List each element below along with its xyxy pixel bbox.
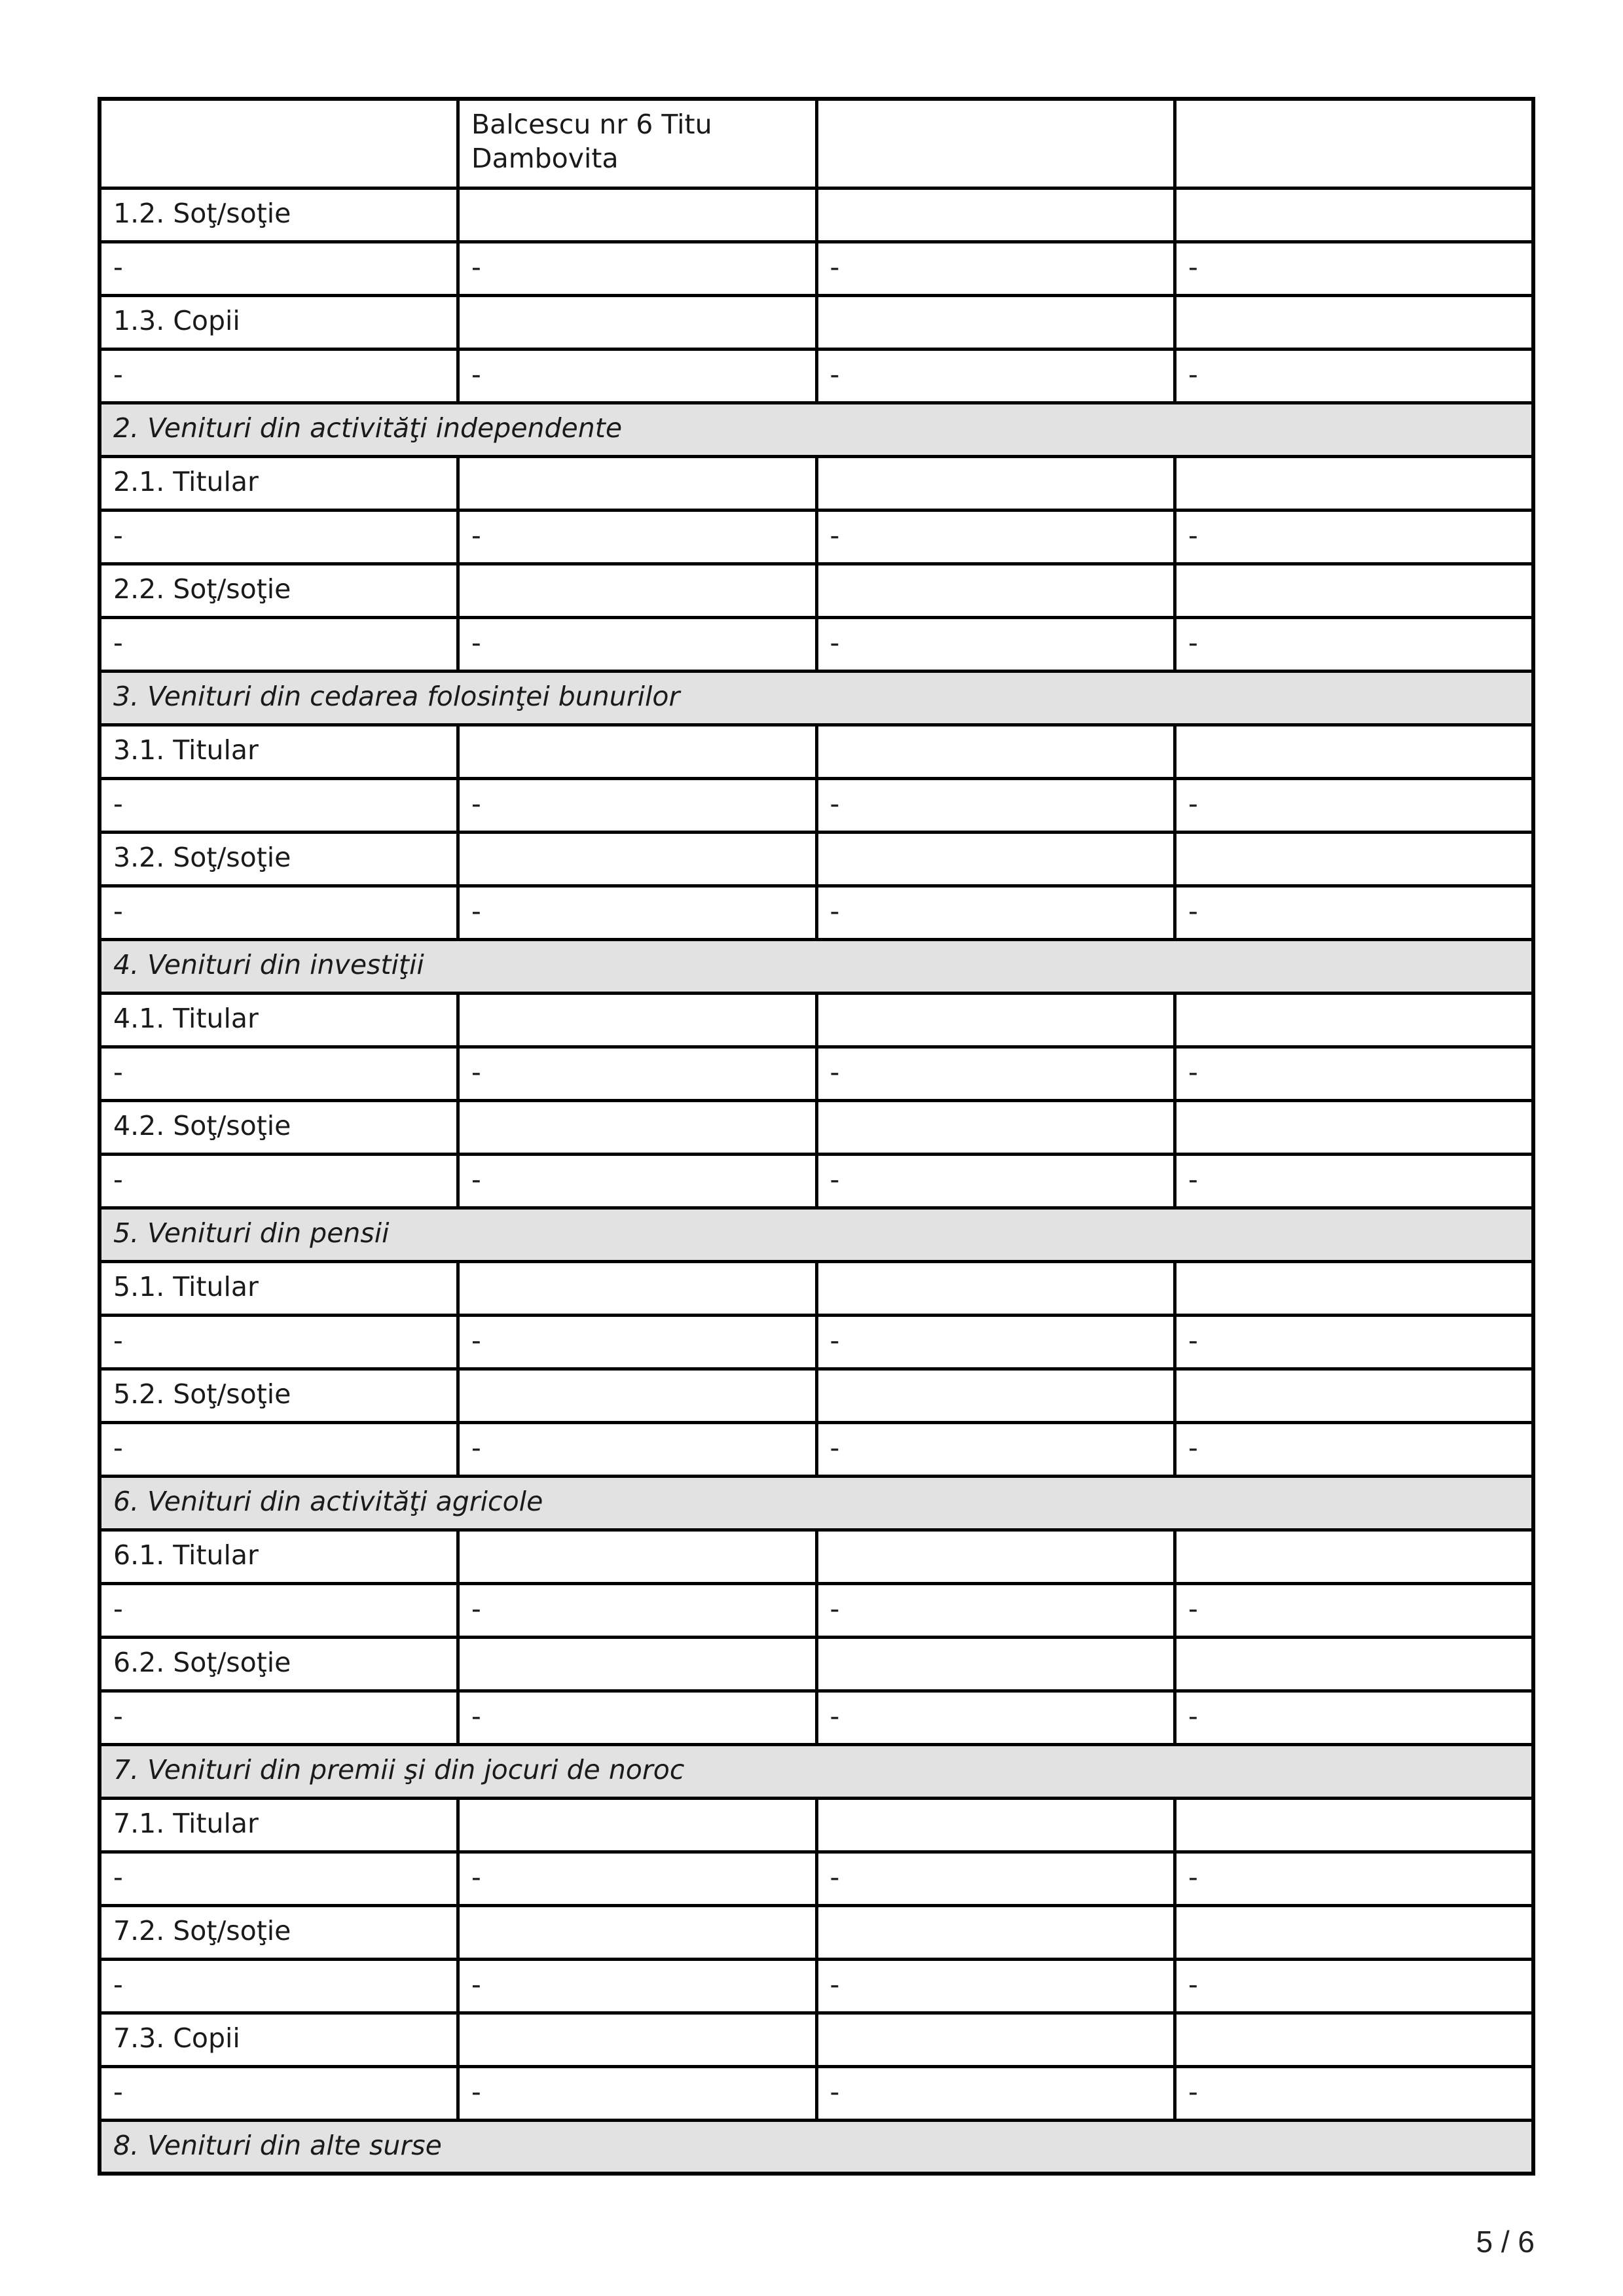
table-cell: -	[100, 242, 458, 295]
category-label-row	[100, 1261, 1533, 1315]
table-cell: -	[100, 617, 458, 671]
table-cell: -	[458, 242, 817, 295]
table-cell: -	[100, 1315, 458, 1369]
empty-cell	[458, 1369, 817, 1422]
table-cell: -	[816, 1422, 1175, 1476]
empty-cell	[1175, 564, 1534, 617]
empty-cell	[1175, 1100, 1534, 1154]
table-row	[100, 1154, 1533, 1208]
table-row	[100, 778, 1533, 832]
section-title: 3. Venituri din cedarea folosinţei bunurilor	[100, 671, 1533, 725]
table-cell: -	[458, 1959, 817, 2013]
empty-cell	[1175, 1798, 1534, 1852]
empty-cell	[816, 1637, 1175, 1691]
table-cell: -	[458, 617, 817, 671]
table-row	[100, 1047, 1533, 1100]
empty-cell	[458, 1637, 817, 1691]
table-cell: -	[816, 510, 1175, 564]
table-cell: -	[1175, 886, 1534, 939]
table-cell: -	[1175, 2066, 1534, 2120]
category-label-row	[100, 456, 1533, 510]
table-cell: -	[816, 2066, 1175, 2120]
category-label-row	[100, 1100, 1533, 1154]
empty-cell	[1175, 725, 1534, 778]
table-cell: -	[816, 1315, 1175, 1369]
table-row	[100, 1959, 1533, 2013]
table-row	[100, 1852, 1533, 1905]
table-body	[100, 99, 1533, 2174]
empty-cell	[1175, 188, 1534, 242]
empty-cell	[816, 2013, 1175, 2066]
table-cell: -	[100, 1047, 458, 1100]
table-cell: -	[458, 349, 817, 403]
empty-cell	[816, 993, 1175, 1047]
table-row	[100, 1691, 1533, 1744]
category-label: 7.2. Soţ/soţie	[100, 1905, 458, 1959]
table-cell: -	[100, 778, 458, 832]
table-cell: -	[1175, 1422, 1534, 1476]
category-label-row	[100, 188, 1533, 242]
table-cell: -	[100, 510, 458, 564]
category-label: 2.1. Titular	[100, 456, 458, 510]
income-declaration-table	[98, 97, 1535, 2176]
empty-cell	[458, 564, 817, 617]
table-row	[100, 886, 1533, 939]
table-row	[100, 2066, 1533, 2120]
empty-cell	[816, 1100, 1175, 1154]
table-cell: -	[458, 1852, 817, 1905]
table-cell: -	[458, 1047, 817, 1100]
empty-cell	[458, 188, 817, 242]
empty-cell	[816, 1798, 1175, 1852]
empty-cell	[816, 832, 1175, 886]
category-label: 7.1. Titular	[100, 1798, 458, 1852]
category-label: 3.1. Titular	[100, 725, 458, 778]
category-label: 3.2. Soţ/soţie	[100, 832, 458, 886]
table-cell: -	[1175, 1315, 1534, 1369]
category-label-row	[100, 295, 1533, 349]
empty-cell	[1175, 993, 1534, 1047]
table-cell: -	[100, 1583, 458, 1637]
category-label-row	[100, 1637, 1533, 1691]
empty-cell	[458, 1798, 817, 1852]
table-row	[100, 510, 1533, 564]
category-label-row	[100, 1369, 1533, 1422]
table-cell: -	[816, 886, 1175, 939]
address-cell: Balcescu nr 6 Titu Dambovita	[458, 99, 817, 188]
empty-cell	[458, 832, 817, 886]
category-label-row	[100, 564, 1533, 617]
table-cell: -	[458, 2066, 817, 2120]
table-cell: -	[816, 1154, 1175, 1208]
empty-cell	[458, 1100, 817, 1154]
category-label-row	[100, 1798, 1533, 1852]
table-cell	[1175, 99, 1534, 188]
table-row	[100, 349, 1533, 403]
empty-cell	[1175, 1637, 1534, 1691]
table-cell: -	[1175, 1154, 1534, 1208]
table-cell: -	[458, 1154, 817, 1208]
table-cell: -	[458, 1583, 817, 1637]
table-cell: -	[816, 1852, 1175, 1905]
category-label: 7.3. Copii	[100, 2013, 458, 2066]
empty-cell	[816, 1369, 1175, 1422]
section-title: 8. Venituri din alte surse	[100, 2120, 1533, 2174]
table-row	[100, 242, 1533, 295]
table-cell	[100, 99, 458, 188]
empty-cell	[458, 2013, 817, 2066]
empty-cell	[1175, 1369, 1534, 1422]
empty-cell	[1175, 2013, 1534, 2066]
empty-cell	[816, 1261, 1175, 1315]
category-label: 5.1. Titular	[100, 1261, 458, 1315]
table-cell: -	[100, 2066, 458, 2120]
table-cell: -	[1175, 510, 1534, 564]
table-row	[100, 617, 1533, 671]
category-label: 4.2. Soţ/soţie	[100, 1100, 458, 1154]
empty-cell	[816, 188, 1175, 242]
category-label-row	[100, 993, 1533, 1047]
table-cell: -	[100, 1422, 458, 1476]
table-cell: -	[458, 778, 817, 832]
empty-cell	[458, 725, 817, 778]
section-title: 6. Venituri din activităţi agricole	[100, 1476, 1533, 1530]
address-row	[100, 99, 1533, 188]
table-cell: -	[100, 349, 458, 403]
page-number: 5 / 6	[1476, 2225, 1535, 2259]
category-label: 4.1. Titular	[100, 993, 458, 1047]
table-cell: -	[1175, 1691, 1534, 1744]
table-cell: -	[100, 1154, 458, 1208]
category-label-row	[100, 1530, 1533, 1583]
empty-cell	[458, 1261, 817, 1315]
table-cell: -	[458, 510, 817, 564]
table-cell: -	[816, 1691, 1175, 1744]
category-label-row	[100, 2013, 1533, 2066]
table-cell	[816, 99, 1175, 188]
empty-cell	[1175, 456, 1534, 510]
section-header-row	[100, 1744, 1533, 1798]
empty-cell	[458, 1905, 817, 1959]
category-label-row	[100, 725, 1533, 778]
table-row	[100, 1315, 1533, 1369]
table-cell: -	[1175, 242, 1534, 295]
table-cell: -	[1175, 1959, 1534, 2013]
empty-cell	[458, 456, 817, 510]
table-cell: -	[458, 1315, 817, 1369]
empty-cell	[1175, 1261, 1534, 1315]
category-label: 6.1. Titular	[100, 1530, 458, 1583]
empty-cell	[458, 993, 817, 1047]
table-cell: -	[100, 1959, 458, 2013]
category-label: 6.2. Soţ/soţie	[100, 1637, 458, 1691]
table-row	[100, 1422, 1533, 1476]
empty-cell	[458, 295, 817, 349]
section-title: 4. Venituri din investiţii	[100, 939, 1533, 993]
empty-cell	[1175, 1530, 1534, 1583]
table-row	[100, 1583, 1533, 1637]
empty-cell	[1175, 832, 1534, 886]
empty-cell	[816, 725, 1175, 778]
category-label: 2.2. Soţ/soţie	[100, 564, 458, 617]
table-cell: -	[1175, 1583, 1534, 1637]
table-cell: -	[1175, 1047, 1534, 1100]
section-header-row	[100, 2120, 1533, 2174]
section-header-row	[100, 1208, 1533, 1261]
table-cell: -	[816, 1047, 1175, 1100]
table-cell: -	[100, 1852, 458, 1905]
empty-cell	[816, 1530, 1175, 1583]
category-label: 1.2. Soţ/soţie	[100, 188, 458, 242]
empty-cell	[816, 564, 1175, 617]
table-cell: -	[458, 1691, 817, 1744]
empty-cell	[816, 456, 1175, 510]
category-label: 5.2. Soţ/soţie	[100, 1369, 458, 1422]
category-label-row	[100, 1905, 1533, 1959]
section-header-row	[100, 1476, 1533, 1530]
table-cell: -	[1175, 617, 1534, 671]
table-cell: -	[458, 1422, 817, 1476]
section-title: 5. Venituri din pensii	[100, 1208, 1533, 1261]
section-header-row	[100, 403, 1533, 456]
table-cell: -	[1175, 349, 1534, 403]
table-cell: -	[816, 1959, 1175, 2013]
table-cell: -	[458, 886, 817, 939]
category-label-row	[100, 832, 1533, 886]
section-title: 2. Venituri din activităţi independente	[100, 403, 1533, 456]
section-title: 7. Venituri din premii şi din jocuri de noroc	[100, 1744, 1533, 1798]
empty-cell	[816, 1905, 1175, 1959]
category-label: 1.3. Copii	[100, 295, 458, 349]
table-cell: -	[816, 349, 1175, 403]
table-cell: -	[100, 1691, 458, 1744]
table-cell: -	[100, 886, 458, 939]
empty-cell	[816, 295, 1175, 349]
table-cell: -	[816, 617, 1175, 671]
table-cell: -	[816, 242, 1175, 295]
section-header-row	[100, 939, 1533, 993]
table-cell: -	[816, 1583, 1175, 1637]
table-cell: -	[816, 778, 1175, 832]
empty-cell	[1175, 1905, 1534, 1959]
section-header-row	[100, 671, 1533, 725]
empty-cell	[1175, 295, 1534, 349]
table-cell: -	[1175, 778, 1534, 832]
empty-cell	[458, 1530, 817, 1583]
table-cell: -	[1175, 1852, 1534, 1905]
